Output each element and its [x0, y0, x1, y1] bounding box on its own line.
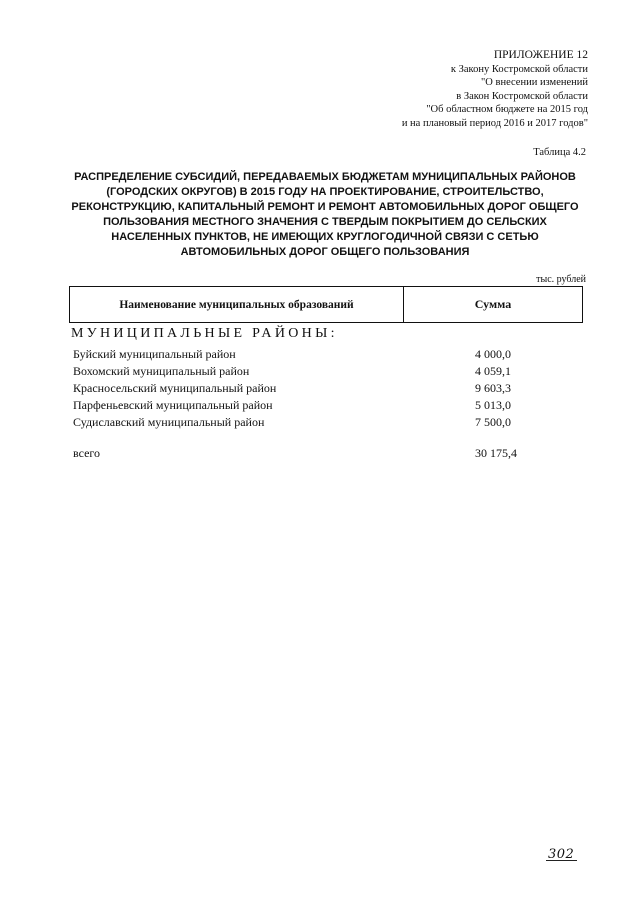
table-header [69, 286, 583, 323]
title-line: РАСПРЕДЕЛЕНИЕ СУБСИДИЙ, ПЕРЕДАВАЕМЫХ БЮДЖЕТАМ МУНИЦИПАЛЬНЫХ РАЙОНОВ [74, 171, 576, 183]
row-sum: 4 000,0 [475, 347, 511, 361]
appendix-line: "Об областном бюджете на 2015 год [426, 104, 588, 116]
total-sum: 30 175,4 [475, 446, 517, 460]
row-name: Вохомский муниципальный район [73, 364, 250, 378]
table-row [73, 346, 573, 363]
row-name: Красносельский муниципальный район [73, 381, 277, 395]
appendix-line: "О внесении изменений [481, 77, 588, 89]
table-row [73, 397, 573, 414]
appendix-line: и на плановый период 2016 и 2017 годов" [401, 117, 588, 129]
document-title [60, 170, 590, 260]
table-label: Таблица 4.2 [533, 147, 586, 158]
appendix-header [402, 49, 588, 131]
title-line: РЕКОНСТРУКЦИЮ, КАПИТАЛЬНЫЙ РЕМОНТ И РЕМОНТ АВТОМОБИЛЬНЫХ ДОРОГ ОБЩЕГО [71, 201, 579, 213]
table-row [73, 363, 573, 380]
table-body [73, 346, 573, 431]
total-label: всего [73, 446, 101, 460]
section-heading: МУНИЦИПАЛЬНЫЕ РАЙОНЫ: [71, 326, 338, 341]
page-number: 302 [548, 847, 575, 862]
row-name: Судиславский муниципальный район [73, 415, 265, 429]
row-sum: 7 500,0 [475, 415, 511, 429]
title-line: (ГОРОДСКИХ ОКРУГОВ) В 2015 ГОДУ НА ПРОЕКТИРОВАНИЕ, СТРОИТЕЛЬСТВО, [106, 186, 544, 198]
title-line: АВТОМОБИЛЬНЫХ ДОРОГ ОБЩЕГО ПОЛЬЗОВАНИЯ [180, 246, 470, 258]
row-name: Парфеньевский муниципальный район [73, 398, 273, 412]
header-sum-column: Сумма [474, 297, 512, 311]
units-label: тыс. рублей [536, 274, 586, 285]
row-sum: 4 059,1 [475, 364, 511, 378]
title-line: НАСЕЛЕННЫХ ПУНКТОВ, НЕ ИМЕЮЩИХ КРУГЛОГОДИЧНОЙ СВЯЗИ С СЕТЬЮ [111, 231, 539, 243]
row-sum: 5 013,0 [475, 398, 511, 412]
table-row [73, 414, 573, 431]
row-name: Буйский муниципальный район [73, 347, 236, 361]
title-line: ПОЛЬЗОВАНИЯ МЕСТНОГО ЗНАЧЕНИЯ С ТВЕРДЫМ ПОКРЫТИЕМ ДО СЕЛЬСКИХ [103, 216, 547, 228]
table-row [73, 380, 573, 397]
appendix-line: в Закон Костромской области [456, 90, 588, 102]
appendix-line: ПРИЛОЖЕНИЕ 12 [493, 49, 588, 61]
appendix-line: к Закону Костромской области [450, 63, 588, 75]
row-sum: 9 603,3 [475, 381, 511, 395]
header-name-column: Наименование муниципальных образований [70, 287, 404, 322]
total-row [73, 445, 573, 462]
